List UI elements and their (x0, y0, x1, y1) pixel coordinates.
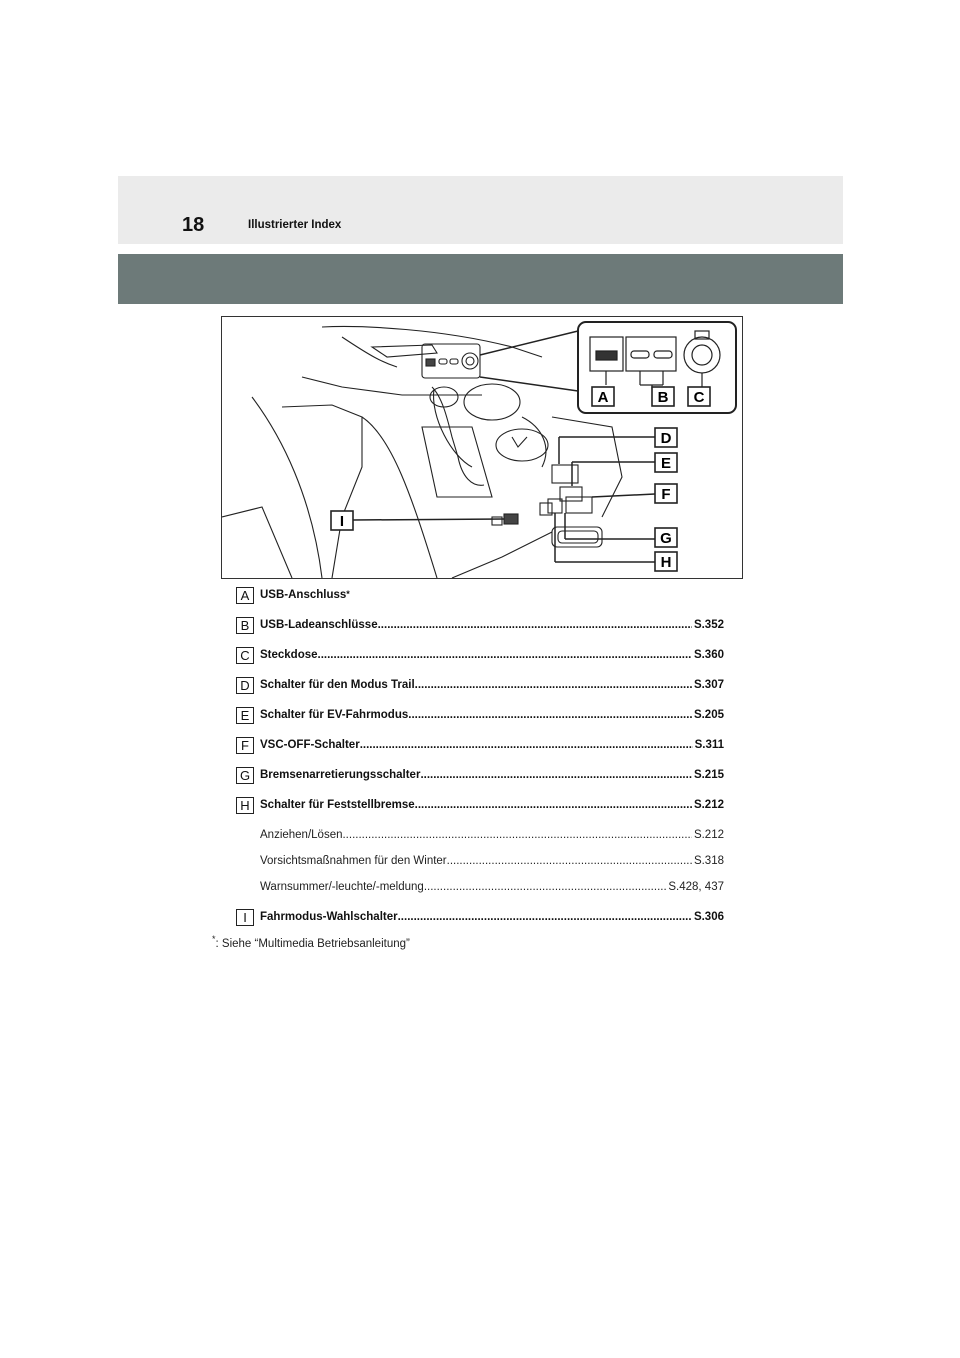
svg-text:A: A (597, 389, 609, 406)
leader-dots (342, 829, 691, 841)
entry-drive-mode-select (236, 908, 725, 928)
svg-text:C: C (693, 389, 705, 406)
page-ref[interactable]: S.215 (693, 769, 724, 781)
svg-text:B: B (657, 389, 669, 406)
entry-letter: I (236, 909, 254, 926)
entry-letter: G (236, 767, 254, 784)
entry-parking-brake (236, 796, 725, 816)
entry-label: Steckdose (260, 649, 318, 661)
entry-ev-mode (236, 706, 725, 726)
page-ref[interactable]: S.212 (693, 799, 724, 811)
page-ref[interactable]: S.352 (693, 619, 724, 631)
entry-vsc-off (236, 736, 725, 756)
callout-H (655, 552, 677, 571)
page-ref[interactable]: S.428, 437 (668, 881, 724, 893)
entry-label: Schalter für Feststellbremse (260, 799, 415, 811)
entry-label: USB-Ladeanschlüsse (260, 619, 378, 631)
footnote-marker: * (212, 934, 216, 944)
page-number: 18 (182, 214, 205, 236)
entry-label: Schalter für EV-Fahrmodus (260, 709, 409, 721)
svg-text:H: H (660, 554, 672, 571)
entry-usb-charging (236, 616, 725, 636)
leader-dots (360, 739, 693, 751)
callout-B (652, 387, 674, 406)
console-illustration (221, 316, 743, 579)
entry-letter: H (236, 797, 254, 814)
svg-text:I: I (339, 513, 345, 530)
entry-label: VSC-OFF-Schalter (260, 739, 360, 751)
sub-entry-label: Warnsummer/-leuchte/-meldung (260, 881, 424, 893)
entry-label: Schalter für den Modus Trail (260, 679, 415, 691)
footnote-marker: * (346, 589, 350, 599)
svg-text:E: E (660, 455, 672, 472)
entry-label: USB-Anschluss (260, 589, 347, 601)
callout-E (655, 453, 677, 472)
svg-text:G: G (660, 530, 672, 547)
footnote-text: : Siehe “Multimedia Betriebsanleitung” (215, 937, 410, 950)
leader-dots (378, 619, 692, 631)
leader-dots (415, 679, 692, 691)
sub-entry (260, 829, 724, 841)
entry-label: Bremsenarretierungsschalter (260, 769, 421, 781)
callout-C (688, 387, 710, 406)
divider-band (118, 254, 843, 304)
entry-usb-port (236, 586, 725, 606)
sub-entry-label: Anziehen/Lösen (260, 829, 343, 841)
leader-dots (420, 769, 692, 781)
entry-power-outlet (236, 646, 725, 666)
page-ref[interactable]: S.212 (693, 829, 724, 841)
entry-letter: D (236, 677, 254, 694)
entry-letter: A (236, 587, 254, 604)
svg-text:F: F (661, 486, 671, 503)
callout-F (655, 484, 677, 503)
leader-dots (415, 799, 692, 811)
entry-letter: E (236, 707, 254, 724)
leader-dots (408, 709, 692, 721)
sub-entry-label: Vorsichtsmaßnahmen für den Winter (260, 855, 447, 867)
console-drawing (222, 317, 742, 578)
page-ref[interactable]: S.306 (693, 911, 724, 923)
leader-dots (398, 911, 692, 923)
callout-A (592, 387, 614, 406)
footnote (212, 934, 410, 950)
entry-letter: C (236, 647, 254, 664)
sub-entry (260, 881, 724, 893)
section-title: Illustrierter Index (248, 219, 342, 231)
page-ref[interactable]: S.318 (693, 855, 724, 867)
leader-dots (447, 855, 692, 867)
entry-label: Fahrmodus-Wahlschalter (260, 911, 398, 923)
entry-letter: B (236, 617, 254, 634)
entry-letter: F (236, 737, 254, 754)
svg-text:D: D (660, 430, 672, 447)
page-ref[interactable]: S.311 (694, 739, 724, 751)
entry-trail-mode (236, 676, 725, 696)
callout-I (331, 511, 353, 530)
header-band (118, 176, 843, 244)
callout-D (655, 428, 677, 447)
page-ref[interactable]: S.205 (693, 709, 724, 721)
dash-edge (322, 327, 542, 357)
leader-dots (318, 649, 692, 661)
callout-G (655, 528, 677, 547)
page-ref[interactable]: S.360 (693, 649, 724, 661)
page-ref[interactable]: S.307 (693, 679, 724, 691)
leader-dots (424, 881, 667, 893)
sub-entry (260, 855, 724, 867)
entry-brake-hold (236, 766, 725, 786)
